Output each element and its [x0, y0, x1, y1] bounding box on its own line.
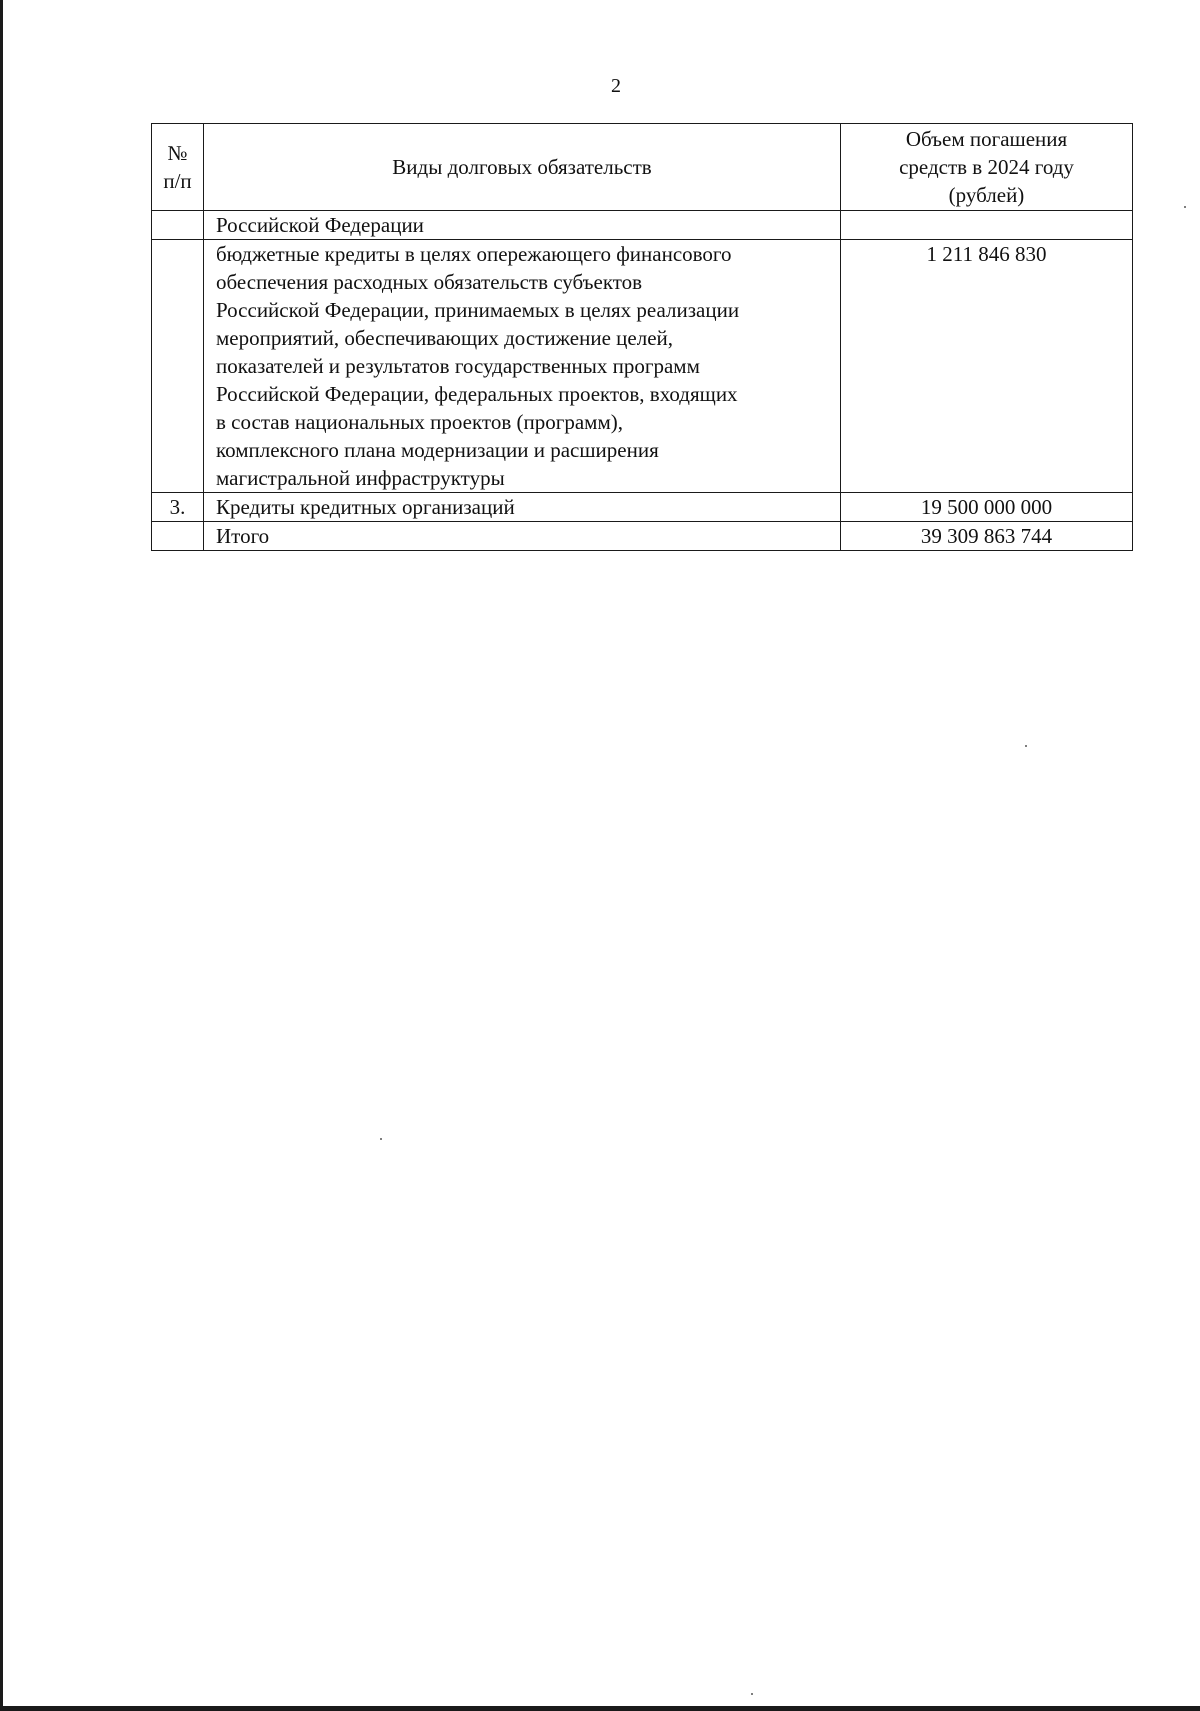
scan-speck — [1025, 745, 1027, 747]
debt-repayment-table — [151, 123, 1133, 551]
table-row — [152, 240, 1133, 493]
row-amount-cell: 19 500 000 000 — [841, 493, 1133, 522]
scan-speck — [380, 1138, 382, 1140]
row-amount-cell — [841, 211, 1133, 240]
header-number-line: п/п — [163, 169, 192, 193]
scan-left-border — [0, 0, 3, 1711]
page-number: 2 — [611, 75, 621, 97]
row-debt-type-line: обеспечения расходных обязательств субъектов — [216, 270, 643, 294]
row-amount-cell: 1 211 846 830 — [841, 240, 1133, 493]
row-debt-type-line: бюджетные кредиты в целях опережающего финансового — [216, 242, 732, 266]
header-number-cell — [152, 124, 204, 211]
scan-bottom-border — [0, 1706, 1200, 1711]
row-debt-type-cell — [204, 240, 841, 493]
header-amount-line: Объем погашения — [905, 127, 1068, 151]
row-debt-type-line: Кредиты кредитных организаций — [216, 495, 515, 519]
row-amount-cell: 39 309 863 744 — [841, 522, 1133, 551]
table-row — [152, 493, 1133, 522]
row-debt-type-line: мероприятий, обеспечивающих достижение целей, — [216, 326, 674, 350]
table-header-row — [152, 124, 1133, 211]
row-number-cell — [152, 240, 204, 493]
row-number-cell — [152, 211, 204, 240]
scan-speck — [1184, 206, 1186, 208]
header-amount-cell — [841, 124, 1133, 211]
table-total-row — [152, 522, 1133, 551]
header-number-line: № — [167, 141, 188, 165]
row-number-cell: 3. — [152, 493, 204, 522]
row-debt-type-line: комплексного плана модернизации и расширения — [216, 438, 659, 462]
header-amount-line: средств в 2024 году — [899, 155, 1074, 179]
row-number-cell — [152, 522, 204, 551]
row-debt-type-cell — [204, 493, 841, 522]
row-debt-type-line: Российской Федерации, федеральных проектов, входящих — [216, 382, 738, 406]
row-debt-type-cell — [204, 211, 841, 240]
row-debt-type-line: магистральной инфраструктуры — [216, 466, 505, 490]
row-debt-type-line: показателей и результатов государственных программ — [216, 354, 700, 378]
row-debt-type-line: в состав национальных проектов (программ), — [216, 410, 623, 434]
row-debt-type-line: Российской Федерации, принимаемых в целях реализации — [216, 298, 740, 322]
table-row — [152, 211, 1133, 240]
header-amount-line: (рублей) — [948, 183, 1025, 207]
row-debt-type-cell — [204, 522, 841, 551]
row-debt-type-line: Итого — [216, 524, 270, 548]
scan-speck — [751, 1693, 753, 1695]
header-debt-type-cell: Виды долговых обязательств — [204, 124, 841, 211]
row-debt-type-line: Российской Федерации — [216, 213, 424, 237]
